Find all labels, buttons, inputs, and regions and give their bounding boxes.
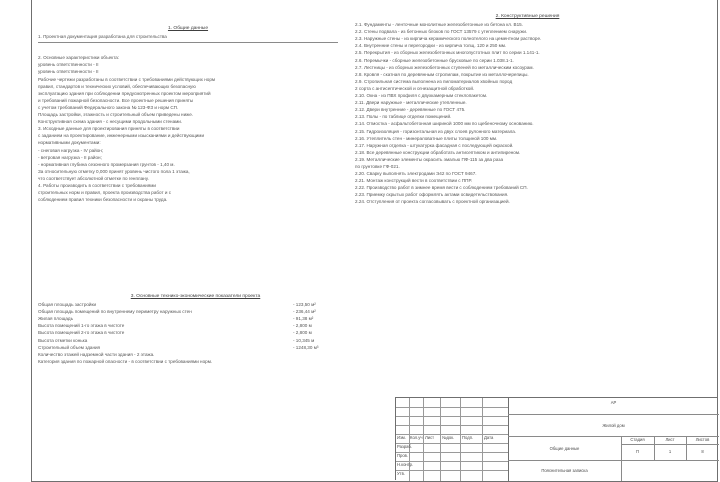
text-line: 4. Работы производить в соответствии с требованиями — [38, 182, 156, 188]
text-line: с учетом требований Федерального закона № 123-ФЗ и норм СП. — [38, 104, 179, 110]
indicator-value: - 10,345 м — [293, 337, 315, 343]
indicator-label: Общая площадь помещений по внутреннему периметру наружных стен — [38, 309, 192, 315]
text-line: 2.21. Монтаж конструкций вести в соответствии с ППР. — [355, 178, 472, 184]
stamp-object: Жилой дом — [602, 423, 625, 428]
text-line: строительных норм и правил, проекта производства работ и с — [38, 190, 172, 196]
grid-header: Подп. — [462, 435, 474, 440]
text-line: уровень ответственности - II — [38, 69, 99, 75]
text-line: 2.5. Перекрытия - из сборных железобетонных многопустотных плит по серии 1.141-1. — [355, 50, 540, 56]
text-line — [38, 47, 338, 54]
structural-text — [355, 21, 700, 205]
text-line: 2.22. Производство работ в зимнее время вести с соблюдением требований СП. — [355, 185, 528, 191]
grid-line — [423, 398, 424, 481]
text-line: и требований пожарной безопасности. Все проектные решения приняты — [38, 97, 194, 103]
stamp-stage-header: Стадия — [630, 437, 645, 442]
text-line: по грунтовке ГФ-021. — [355, 163, 400, 169]
indicator-label: Высота помещений 1-го этажа в чистоте — [38, 323, 125, 329]
stamp-sheets: 8 — [701, 449, 704, 454]
indicator-row — [38, 301, 353, 308]
stamp-sheet-title: Общие данные — [549, 446, 580, 451]
text-line: уровень ответственности - II — [38, 62, 99, 68]
stamp-line — [508, 414, 719, 415]
text-line: Конструктивная схема здания - с несущими продольными стенами. — [38, 119, 183, 125]
text-line: 2.16. Утеплитель стен - минераловатные плиты толщиной 100 мм. — [355, 135, 498, 141]
grid-line — [396, 425, 508, 426]
indicator-value: - 91,38 м² — [293, 316, 314, 322]
text-line: 2.19. Металлические элементы окрасить эмалью ПФ-115 за два раза — [355, 156, 504, 162]
text-line: 2.14. Отмостка - асфальтобетонная шириной 1000 мм по щебеночному основанию. — [355, 121, 534, 127]
stamp-line — [621, 436, 622, 481]
stamp-line — [508, 460, 719, 461]
structural-section — [355, 13, 700, 206]
general-data-section — [38, 25, 338, 203]
text-line: 2.18. Все деревянные конструкции обработать антисептиком и антипиреном. — [355, 149, 521, 155]
indicator-label: Общая площадь застройки — [38, 302, 97, 308]
stamp-code: АР — [610, 400, 617, 405]
indicators-notes — [38, 351, 353, 365]
stamp-sheet-header: Лист — [665, 437, 675, 442]
text-line: 2.20. Сварку выполнять электродами Э42 по ГОСТ 9467. — [355, 171, 477, 177]
grid-line — [396, 443, 508, 444]
text-line: 2.9. Стропильная система выполнена из пиломатериалов хвойных пород — [355, 78, 513, 84]
stamp-org: Пояснительная записка — [541, 468, 588, 473]
text-line: 3. Исходные данные для проектирования приняты в соответствии — [38, 126, 180, 132]
text-line: 2.13. Полы - по таблице отделки помещений. — [355, 114, 452, 120]
text-line: 2.12. Двери внутренние - деревянные по ГОСТ 475. — [355, 107, 466, 113]
indicator-label: Высота помещений 2-го этажа в чистоте — [38, 330, 125, 336]
text-line: За относительную отметку 0,000 принят уровень чистого пола 1 этажа, — [38, 168, 190, 174]
text-line: Количество этажей надземной части здания - 2 этажа. — [38, 351, 155, 357]
text-line: 2 сорта с антисептической и огнезащитной обработкой. — [355, 85, 475, 91]
section-heading-indicators: 3. Основные технико-экономические показатели проекта — [130, 294, 261, 299]
text-line: 2.2. Стены подвала - из бетонных блоков по ГОСТ 13579 с утеплением снаружи. — [355, 29, 528, 35]
grid-role: Утв. — [397, 471, 405, 476]
text-line: правил, стандартов и технических условий, обеспечивающих безопасную — [38, 83, 196, 89]
stamp-stage: П — [635, 449, 639, 454]
indicator-label: Высота отметки конька — [38, 337, 88, 343]
indicators-section — [38, 293, 353, 365]
grid-role: Н.контр. — [397, 462, 414, 467]
indicator-value: - 236,44 м² — [293, 309, 316, 315]
grid-role: Разраб. — [397, 444, 413, 449]
title-block — [395, 397, 718, 480]
text-line: 2.11. Двери наружные - металлические утепленные. — [355, 100, 467, 106]
text-line: - снеговая нагрузка - IV район; — [38, 147, 104, 153]
grid-line — [440, 398, 441, 481]
text-line: - ветровая нагрузка - II район; — [38, 154, 102, 160]
text-line: 2.3. Наружные стены - из кирпича керамического полнотелого на цементном растворе. — [355, 36, 542, 42]
grid-role: Пров. — [397, 453, 409, 458]
indicator-value: - 1248,30 м³ — [293, 344, 319, 350]
indicator-row — [38, 337, 353, 344]
section-heading-general: 1. Общие данные — [167, 26, 209, 31]
grid-line — [396, 452, 508, 453]
grid-line — [396, 470, 508, 471]
text-line: 2.4. Внутренние стены и перегородки - из кирпича толщ. 120 и 250 мм. — [355, 43, 507, 49]
text-line: Площадь застройки, этажность и строительный объем приведены ниже. — [38, 112, 194, 118]
text-line: 2.10. Окна - из ПВХ профиля с двухкамерным стеклопакетом. — [355, 93, 488, 99]
text-line: 2.8. Кровля - скатная по деревянным стропилам, покрытие из металлочерепицы. — [355, 71, 529, 77]
indicator-row — [38, 315, 353, 322]
indicator-value: - 123,50 м² — [293, 302, 316, 308]
text-line: эксплуатацию здания при соблюдении предусмотренных проектом мероприятий — [38, 90, 211, 96]
underline-rule — [38, 42, 338, 43]
text-line: 2. Основные характеристики объекта: — [38, 55, 120, 61]
stamp-sheet: 1 — [668, 449, 672, 454]
text-line: 2.24. Отступления от проекта согласовывать с проектной организацией. — [355, 199, 510, 205]
text-line: 2.7. Лестницы - из сборных железобетонных ступеней по металлическим косоурам. — [355, 64, 534, 70]
text-line: с заданием на проектирование, инженерными изысканиями и действующими — [38, 133, 205, 139]
indicator-value: - 2,800 м — [293, 323, 312, 329]
grid-header: Дата — [484, 435, 494, 440]
indicator-label: Жилая площадь — [38, 316, 73, 322]
grid-header: №док. — [442, 435, 455, 440]
indicator-label: Строительный объем здания — [38, 344, 101, 350]
grid-header: Лист — [425, 435, 435, 440]
indicator-row — [38, 344, 353, 351]
text-line: Категория здания по пожарной опасности - в соответствии с требованиями норм. — [38, 358, 213, 364]
revision-grid — [396, 398, 509, 481]
grid-line — [396, 416, 508, 417]
text-line: 2.17. Наружная отделка - штукатурка фасадная с последующей окраской. — [355, 142, 514, 148]
text-line: - нормативная глубина сезонного промерзания грунтов - 1,40 м. — [38, 161, 175, 167]
text-line: 2.6. Перемычки - сборные железобетонные брусковые по серии 1.038.1-1. — [355, 57, 514, 63]
grid-header: Изм. — [397, 435, 406, 440]
indicator-row — [38, 329, 353, 336]
indicator-value: - 2,800 м — [293, 330, 312, 336]
text-line: 2.1. Фундаменты - ленточные монолитные железобетонные из бетона кл. В15. — [355, 22, 523, 28]
indicator-row — [38, 308, 353, 315]
indicator-row — [38, 322, 353, 329]
stamp-line — [621, 444, 719, 445]
text-line: 1. Проектная документация разработана для строительства — [38, 34, 167, 40]
text-line: соблюдением правил техники безопасности и охраны труда. — [38, 197, 168, 203]
text-line: 2.23. Приемку скрытых работ оформлять актами освидетельствования. — [355, 192, 509, 198]
grid-line — [482, 398, 483, 481]
indicators-table — [38, 301, 353, 351]
stamp-sheets-header: Листов — [695, 437, 710, 442]
text-line: Рабочие чертежи разработаны в соответствии с требованиями действующих норм — [38, 76, 216, 82]
general-data-text — [38, 33, 338, 203]
text-line: что соответствует абсолютной отметке по генплану. — [38, 175, 149, 181]
grid-header: Кол.уч — [410, 435, 423, 440]
grid-line — [460, 398, 461, 481]
section-heading-structural: 2. Конструктивные решения — [495, 14, 560, 19]
text-line: 2.15. Гидроизоляция - горизонтальная из двух слоев рулонного материала. — [355, 128, 517, 134]
text-line: нормативными документами: — [38, 140, 101, 146]
grid-line — [396, 407, 508, 408]
